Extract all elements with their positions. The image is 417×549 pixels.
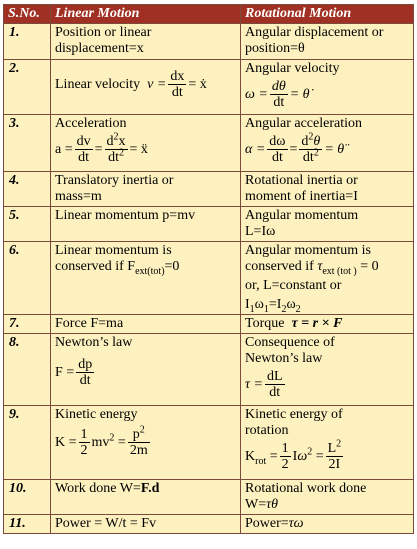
linear-cell (51, 172, 241, 207)
table-row (4, 60, 414, 115)
equation: v = (147, 76, 167, 92)
row-number: 3. (4, 115, 51, 172)
row-number: 7. (4, 315, 51, 334)
cell-text: Kinetic energy of (245, 407, 343, 422)
cell-text: mass=m (55, 189, 102, 204)
cell-text: Kinetic energy (55, 407, 138, 422)
linear-cell (51, 515, 241, 534)
cell-text: Angular displacement or (245, 25, 384, 40)
cell-text: Newton’s law (55, 335, 133, 350)
cell-text: Power = W/t = Fv (55, 516, 157, 531)
header-row (4, 5, 414, 24)
motion-comparison-table (3, 4, 414, 534)
linear-cell (51, 334, 241, 406)
row-number: 2. (4, 60, 51, 115)
cell-text: Rotational inertia or (245, 173, 358, 188)
cell-text: displacement=x (55, 41, 144, 56)
row-number: 9. (4, 406, 51, 480)
cell-text: L=Iω (245, 224, 276, 239)
table-row (4, 172, 414, 207)
cell-text: conserved if $F_{ext(tot)}=0$ (55, 259, 180, 277)
fraction: $\frac{dL}{dt}$ (266, 369, 283, 400)
equation: α = (245, 141, 266, 157)
linear-cell (51, 315, 241, 334)
header-rotational: Rotational Motion (241, 5, 414, 24)
linear-cell: Kinetic energy K = $\frac{1}{2}$ $mv^2$ = $\frac{p^2}{2m}$ (51, 406, 241, 480)
header-sno: S.No. (4, 5, 51, 24)
row-number: 8. (4, 334, 51, 406)
cell-text: Angular momentum is (245, 243, 371, 258)
fraction: $\frac{d\theta}{dt}$ (271, 79, 286, 110)
fraction: $\frac{p^2}{2m}$ (129, 424, 148, 458)
cell-text: Angular velocity (245, 61, 340, 76)
cell-text: rotation (245, 423, 289, 438)
row-number: 11. (4, 515, 51, 534)
rotational-cell: Angular acceleration α = $\frac{d\omega}{dt}$ = $\frac{d^2\theta}{dt^2}$ = θ̈ (241, 115, 414, 172)
cell-text: position=θ (245, 41, 305, 56)
cell-text: Angular acceleration (245, 116, 362, 131)
fraction: $\frac{d^2\theta}{dt^2}$ (301, 131, 321, 165)
cell-text: Power=τω (245, 516, 304, 531)
table-row (4, 515, 414, 534)
header-linear: Linear Motion (51, 5, 241, 24)
fraction: $\frac{L^2}{2I}$ (327, 438, 342, 472)
fraction: $\frac{dx}{dt}$ (170, 69, 185, 100)
cell-text: Linear momentum is (55, 243, 172, 258)
fraction: $\frac{d\omega}{dt}$ (269, 134, 286, 165)
linear-cell (51, 242, 241, 315)
cell-text: W=τθ (245, 497, 278, 512)
row-number: 4. (4, 172, 51, 207)
table-row (4, 24, 414, 60)
rotational-cell (241, 334, 414, 406)
equation: τ = (245, 376, 263, 392)
cell-text: conserved if $\tau_{ext (tot )} = 0$ (245, 259, 379, 277)
cell-text: Translatory inertia or (55, 173, 174, 188)
rotational-cell (241, 480, 414, 515)
cell-text: Force F=ma (55, 316, 124, 331)
rotational-cell (241, 515, 414, 534)
table-row (4, 315, 414, 334)
table-row (4, 334, 414, 406)
cell-text: Consequence of (245, 335, 335, 350)
rotational-cell (241, 24, 414, 60)
linear-cell (51, 480, 241, 515)
fraction: $\frac{1}{2}$ (281, 441, 289, 472)
table-row (4, 480, 414, 515)
linear-cell (51, 60, 241, 115)
rotational-cell (241, 60, 414, 115)
fraction: $\frac{d^2x}{dt^2}$ (106, 131, 126, 165)
row-number: 6. (4, 242, 51, 315)
cell-text: Work done W=F.d (55, 481, 160, 496)
cell-text: Linear momentum p=mv (55, 208, 196, 223)
rotational-cell (241, 172, 414, 207)
cell-text: or, L=constant or (245, 278, 342, 293)
row-number: 10. (4, 480, 51, 515)
table-row (4, 406, 414, 480)
rotational-cell (241, 242, 414, 315)
equation: = ẋ (188, 76, 207, 92)
fraction: $\frac{dv}{dt}$ (76, 134, 91, 165)
equation: ω = (245, 86, 268, 102)
rotational-cell: Kinetic energy of rotation $K_{rot}$ = $\frac{1}{2}$ $I\omega^2$ = $\frac{L^2}{2I}$ (241, 406, 414, 480)
cell-text: $I_1\omega_1=I_2\omega_2$ (245, 297, 301, 315)
cell-text: Newton’s law (245, 351, 323, 366)
cell-text: Angular momentum (245, 208, 359, 223)
linear-cell: Acceleration a = $\frac{dv}{dt}$ = $\frac{d^2x}{dt^2}$ = ẍ (51, 115, 241, 172)
cell-text: moment of inertia=I (245, 189, 358, 204)
equation: F = (55, 364, 75, 380)
equation: K = (55, 434, 77, 450)
equation: a = (55, 141, 73, 157)
cell-text: Rotational work done (245, 481, 367, 496)
fraction: $\frac{1}{2}$ (80, 427, 88, 458)
row-number: 5. (4, 207, 51, 242)
table-row (4, 115, 414, 172)
cell-text: Position or linear (55, 25, 152, 40)
table-row (4, 207, 414, 242)
linear-cell (51, 207, 241, 242)
equation: = θ̇ (289, 86, 310, 102)
rotational-cell (241, 207, 414, 242)
cell-text: Acceleration (55, 116, 127, 131)
linear-cell (51, 24, 241, 60)
equation: $K_{rot}$ = (245, 448, 278, 467)
rotational-cell (241, 315, 414, 334)
row-number: 1. (4, 24, 51, 60)
fraction: $\frac{dp}{dt}$ (78, 357, 93, 388)
cell-text: Torque τ = r × F (245, 316, 343, 331)
cell-text: Linear velocity (55, 76, 141, 92)
table-row (4, 242, 414, 315)
